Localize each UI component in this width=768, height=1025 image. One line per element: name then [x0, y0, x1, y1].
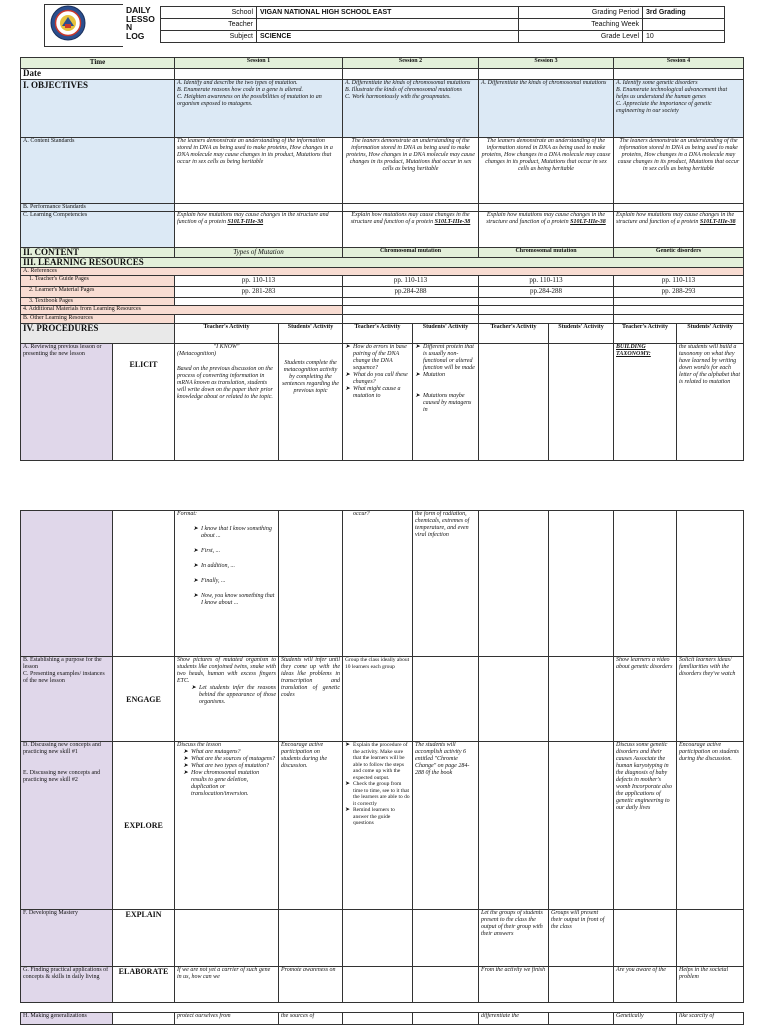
engage-s4-teacher: Show learners a video about genetic disorders [614, 657, 677, 742]
session-3-header: Session 3 [479, 58, 614, 69]
content-s1: Types of Mutation [175, 248, 343, 258]
lm-label: 2. Learner's Material Pages [21, 287, 175, 298]
explore-s4-student: Encourage active participation on students during the discussion. [677, 742, 744, 910]
elaborate-row [21, 967, 744, 1003]
explore-s2-teacher: ➤ Explain the procedure of the activity. Make sure that the learners will be able to follow the steps and come up with the expected output. ➤ Check the group from time to time, see to it that the learners are able to do it correctly ➤ Remind learners to answer the guide questions [343, 742, 413, 910]
grade-label: Grade Level [519, 31, 643, 43]
grading-label: Grading Period [519, 7, 643, 19]
teacher-activity-s1: Teacher's Activity [175, 324, 279, 344]
engage-s2-teacher: Group the class ideally about 10 learners each group [343, 657, 413, 742]
competencies-row [21, 212, 744, 248]
explore-phase: EXPLORE [113, 742, 175, 910]
objectives-s3: A. Differentiate the kinds of chromosomal mutations [479, 80, 614, 138]
explain-s3-teacher: Let the groups of students present to the class the output of their group with their answers [479, 910, 549, 967]
elicit-row [21, 344, 744, 461]
resources-label: III. LEARNING RESOURCES [21, 258, 744, 268]
explain-row [21, 910, 744, 967]
elaborate-s4-student: Helps in the societal problem [677, 967, 744, 1003]
engage-row [21, 657, 744, 742]
engage-phase: ENGAGE [113, 657, 175, 742]
engage-s1-student: Students will infer until they come up with the ideas like problems in transcription and translation of genetic codes [279, 657, 343, 742]
objectives-s1: A. Identify and describe the two types of mutation. B. Enumerate reasons how code in a gene is altered. C. Heighten awareness on the possibilities of mutation to an organism exposed to mutagens. [175, 80, 343, 138]
proc-f-label: F. Developing Mastery [21, 910, 113, 967]
tg-s3: pp. 110-113 [479, 276, 614, 287]
proc-h-label: H. Making generalizations [21, 1013, 113, 1025]
gen-s4-student: like scarcity of [677, 1013, 744, 1025]
school-label: School [161, 7, 257, 19]
week-label: Teaching Week [519, 19, 643, 31]
elaborate-s1-student: Promote awareness on [279, 967, 343, 1003]
tg-s1: pp. 110-113 [175, 276, 343, 287]
week-value [643, 19, 725, 31]
elicit-phase: ELICIT [113, 344, 175, 461]
competency-label: C. Learning Competencies [21, 212, 175, 248]
performance-standards-row [21, 204, 744, 212]
competency-s4: Explain how mutations may cause changes in the structure and function of a protein S10LT-IIIe-38 [614, 212, 744, 248]
tb-label: 3. Textbook Pages [21, 298, 175, 306]
header-info-table [160, 6, 725, 43]
other-resources-row [21, 315, 744, 324]
engage-s1-teacher: Show pictures of mutated organism to students like conjoined twins, snake with two heads, human with excess fingers ETC. ➤ Let students infer the reasons behind the appearance of those organisms. [175, 657, 279, 742]
dll-main-table [20, 57, 744, 461]
competency-s1: Explain how mutations may cause changes in the structure and function of a protein S10LT-IIIe-38 [175, 212, 343, 248]
elicit-s4-student: the students will build a taxonomy on what they have learned by writing down word/s for each letter of the alphabet that is related to mutation [677, 344, 744, 461]
objectives-row [21, 80, 744, 138]
occur-cell: occur? [343, 511, 413, 657]
proc-de-label: D. Discussing new concepts and practicing new skill #1 E. Discussing new concepts and practicing new skill #2 [21, 742, 113, 910]
elicit-s2-student: ➤ Different protein that is usually non-functional or altered function will be made ➤ Mutation ➤ Mutations maybe caused by mutagens in [413, 344, 479, 461]
teacher-value [257, 19, 519, 31]
content-standards-row [21, 138, 744, 204]
format-cell: Format: ➤ I know that I know something about ... ➤ First, ... ➤ In addition, ... ➤ Finally, ... ➤ Now, you know something that I know about ... [175, 511, 279, 657]
explore-s2-student: The students will accomplish activity 6 entitled "Chromie Change" on page 284- 288 0f the book [413, 742, 479, 910]
doc-title: DAILY LESSO N LOG [126, 5, 155, 41]
dll-procedures-table [20, 510, 744, 1003]
engage-s4-student: Solicit learners ideas/ familiarities with the disorders they've watch [677, 657, 744, 742]
content-std-label: A. Content Standards [21, 138, 175, 204]
procedures-label: IV. PROCEDURES [21, 324, 175, 344]
lm-s3: pp.284-288 [479, 287, 614, 298]
objectives-s2: A. Differentiate the kinds of chromosomal mutations B. Illustrate the kinds of chromosomal mutations C. Work harmoniously with the groupmates. [343, 80, 479, 138]
lm-s2: pp.284-288 [343, 287, 479, 298]
elicit-continued-row [21, 511, 744, 657]
elicit-s2-teacher: ➤ How do errors in base pairing of the DNA change the DNA sequence? ➤ What do you call these changes? ➤ What might cause a mutation to [343, 344, 413, 461]
subject-label: Subject [161, 31, 257, 43]
explore-s1-teacher: Discuss the lesson ➤ What are mutagens? ➤ What are the sources of mutagens? ➤ What are two types of mutation? ➤ How chromosomal mutation results to gene deletion, duplication or translocation/inversion. [175, 742, 279, 910]
time-row [21, 58, 744, 69]
objectives-s4: A. Identify some genetic disorders B. Enumerate technological advancement that helps us understand the human genes C. Appreciate the importance of genetic engineering in our society [614, 80, 744, 138]
occur-student-cell: the form of radiation, chemicals, extremes of temperature, and even viral infection [413, 511, 479, 657]
dll-generalization-table [20, 1012, 744, 1025]
grade-value: 10 [643, 31, 725, 43]
session-1-header: Session 1 [175, 58, 343, 69]
explore-row [21, 742, 744, 910]
session-4-header: Session 4 [614, 58, 744, 69]
student-activity-s1: Students' Activity [279, 324, 343, 344]
references-label: A. References [21, 268, 744, 276]
date-row [21, 69, 744, 80]
content-std-s1: The leaners demonstrate an understanding of the information stored in DNA as being used to make proteins, How changes in a DNA molecule may cause changes in its product, Mutations that occur in sex cells as being heritable [175, 138, 343, 204]
content-std-s4: The leaners demonstrate an understanding of the information stored in DNA as being used to make proteins, How changes in a DNA molecule may cause changes in its product, Mutations that occur in sex cells as being heritable [614, 138, 744, 204]
explain-phase: EXPLAIN [113, 910, 175, 967]
perf-std-label: B. Performance Standards [21, 204, 175, 212]
explore-s4-teacher: Discuss some genetic disorders and their causes Associate the human karyotyping in the diagnosis of baby defects in mother's womb Incorporate also the applications of genetic engineering to our daily lives [614, 742, 677, 910]
gen-s1-teacher: protect ourselves from [175, 1013, 279, 1025]
content-s3: Chromosomal mutation [479, 248, 614, 258]
student-activity-s4: Students' Activity [677, 324, 744, 344]
student-activity-s2: Students' Activity [413, 324, 479, 344]
elaborate-s1-teacher: If we are not yet a carrier of such gene in us, how can we [175, 967, 279, 1003]
content-std-s2: The leaners demonstrate an understanding of the information stored in DNA as being used to make proteins, How changes in a DNA molecule may cause changes in its product, Mutations that occur in sex cells as being heritable [343, 138, 479, 204]
teacher-activity-s4: Teacher's Activity [614, 324, 677, 344]
competency-s3: Explain how mutations may cause changes in the structure and function of a protein S10LT-IIIe-38 [479, 212, 614, 248]
competency-s2: Explain how mutations may cause changes in the structure and function of a protein S10LT-IIIe-38 [343, 212, 479, 248]
other-label: B. Other Learning Resources [21, 315, 175, 324]
content-label: II. CONTENT [21, 248, 175, 258]
tb-pages-row [21, 298, 744, 306]
session-2-header: Session 2 [343, 58, 479, 69]
content-std-s3: The leaners demonstrate an understanding of the information stored in DNA as being used to make proteins, How changes in a DNA molecule may cause changes in its product, Mutations that occur in sex cells as being heritable [479, 138, 614, 204]
procedures-header-row [21, 324, 744, 344]
elaborate-s4-teacher: Are you aware of the [614, 967, 677, 1003]
gen-s3-teacher: differentiate the [479, 1013, 549, 1025]
tg-s4: pp. 110-113 [614, 276, 744, 287]
lm-s4: pp. 288-293 [614, 287, 744, 298]
content-s4: Genetic disorders [614, 248, 744, 258]
subject-value: SCIENCE [257, 31, 519, 43]
elicit-s4-teacher: BUILDING TAXONOMY: [614, 344, 677, 461]
school-value: VIGAN NATIONAL HIGH SCHOOL EAST [257, 7, 519, 19]
elicit-s1-student: Students complete the metacognition activity by completing the sentences regarding the previous topic [279, 344, 343, 461]
objectives-label: I. OBJECTIVES [21, 80, 175, 138]
time-label: Time [21, 58, 175, 69]
generalization-row [21, 1013, 744, 1025]
tg-pages-row [21, 276, 744, 287]
references-row [21, 268, 744, 276]
proc-a-label: A. Reviewing previous lesson or presenting the new lesson [21, 344, 113, 461]
gen-s4-teacher: Genetically [614, 1013, 677, 1025]
lm-s1: pp. 281-283 [175, 287, 343, 298]
additional-materials-row [21, 306, 744, 315]
tg-label: 1. Teacher's Guide Pages [21, 276, 175, 287]
proc-g-label: G. Finding practical applications of concepts & skills in daily living [21, 967, 113, 1003]
content-s2: Chromosomal mutation [343, 248, 479, 258]
gen-s1-student: the sources of [279, 1013, 343, 1025]
tg-s2: pp. 110-113 [343, 276, 479, 287]
resources-row [21, 258, 744, 268]
add-label: 4. Additional Materials from Learning Resources [21, 306, 343, 315]
grading-value: 3rd Grading [643, 7, 725, 19]
content-row [21, 248, 744, 258]
lm-pages-row [21, 287, 744, 298]
explain-s3-student: Groups will present their output in front of the class [549, 910, 614, 967]
teacher-activity-s2: Teacher's Activity [343, 324, 413, 344]
elaborate-phase: ELABORATE [113, 967, 175, 1003]
header-box [44, 4, 123, 47]
explore-s1-student: Encourage active participation on students during the discussion. [279, 742, 343, 910]
elicit-s1-teacher: "I KNOW" (Metacognition) Based on the previous discussion on the process of converting information in mRNA known as translation, students will write down on the paper their prior knowledge about or related to the topic. [175, 344, 279, 461]
proc-bc-label: B. Establishing a purpose for the lesson C. Presenting examples/ instances of the new lesson [21, 657, 113, 742]
teacher-activity-s3: Teacher's Activity [479, 324, 549, 344]
teacher-label: Teacher [161, 19, 257, 31]
student-activity-s3: Students' Activity [549, 324, 614, 344]
elaborate-s3-teacher: From the activity we finish [479, 967, 549, 1003]
date-label: Date [21, 69, 175, 80]
